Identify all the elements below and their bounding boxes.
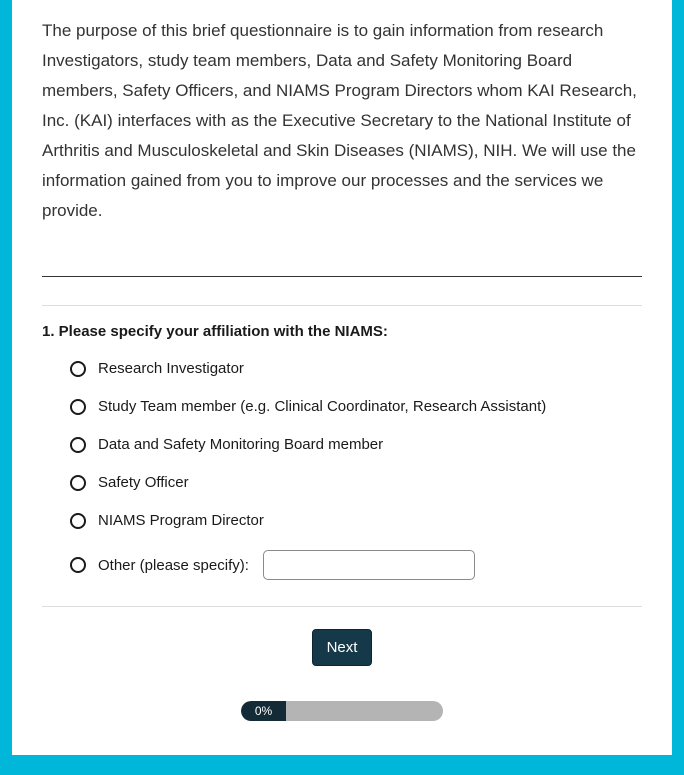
radio-button-icon[interactable] <box>70 399 86 415</box>
question-bottom-divider <box>42 606 642 607</box>
progress-bar <box>241 701 443 721</box>
radio-button-icon[interactable] <box>70 513 86 529</box>
option-label: Safety Officer <box>98 474 189 491</box>
radio-option-study-team-member[interactable] <box>70 398 642 415</box>
radio-option-safety-officer[interactable] <box>70 474 642 491</box>
radio-option-dsmb-member[interactable] <box>70 436 642 453</box>
radio-option-research-investigator[interactable] <box>70 360 642 377</box>
question-top-divider <box>42 305 642 306</box>
progress-fill <box>241 701 286 721</box>
radio-button-icon[interactable] <box>70 437 86 453</box>
radio-button-icon[interactable] <box>70 361 86 377</box>
radio-button-icon[interactable] <box>70 557 86 573</box>
option-label: Other (please specify): <box>98 556 249 574</box>
next-button[interactable]: Next <box>312 629 373 666</box>
intro-text: The purpose of this brief questionnaire is to gain information from research Investigators, study team members, Data and Safety Monitoring Board members, Safety Officers, and NIAMS Program Directors whom KAI Research, Inc. (KAI) interfaces with as the Executive Secretary to the National Institute of Arthritis and Musculoskeletal and Skin Diseases (NIAMS), NIH. We will use the information gained from you to improve our processes and the services we provide. <box>42 21 637 220</box>
radio-option-niams-program-director[interactable] <box>70 512 642 529</box>
survey-page <box>12 0 672 755</box>
option-label: Research Investigator <box>98 360 244 377</box>
radio-option-other[interactable] <box>70 550 642 580</box>
option-label: Study Team member (e.g. Clinical Coordinator, Research Assistant) <box>98 398 547 415</box>
next-button-row <box>42 629 642 666</box>
radio-button-icon[interactable] <box>70 475 86 491</box>
option-label: NIAMS Program Director <box>98 512 264 529</box>
progress-percent-label: 0% <box>254 704 273 718</box>
section-divider <box>42 276 642 277</box>
option-label: Data and Safety Monitoring Board member <box>98 436 384 453</box>
options-group <box>70 360 642 580</box>
progress-row <box>42 701 642 721</box>
question-title: 1. Please specify your affiliation with the NIAMS: <box>42 323 388 340</box>
other-specify-input[interactable] <box>263 550 475 580</box>
